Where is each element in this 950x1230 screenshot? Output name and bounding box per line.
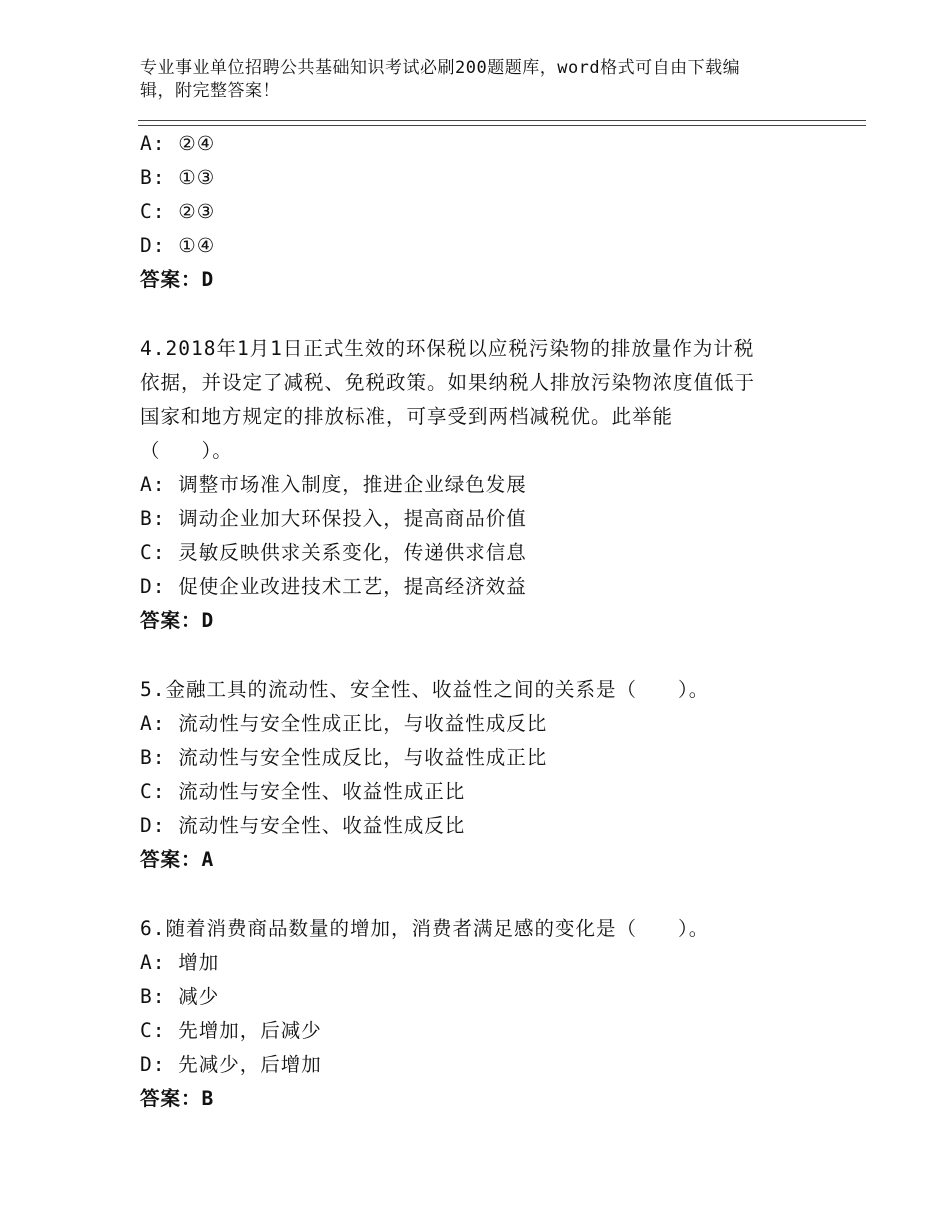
question-stem: 6.随着消费商品数量的增加，消费者满足感的变化是（ ）。: [140, 917, 710, 940]
option-a: A: 流动性与安全性成正比，与收益性成反比: [140, 712, 548, 735]
option-a: A: 调整市场准入制度，推进企业绿色发展: [140, 473, 527, 496]
document-header: [140, 57, 800, 103]
option-d: D: 流动性与安全性、收益性成反比: [140, 814, 466, 837]
answer-label: 答案：D: [140, 609, 215, 632]
option-b: B: 流动性与安全性成反比，与收益性成正比: [140, 746, 548, 769]
question-stem-line: （ ）。: [140, 439, 233, 462]
option-c: C: 灵敏反映供求关系变化，传递供求信息: [140, 541, 527, 564]
header-line-2: 辑，附完整答案！: [140, 81, 280, 101]
question-stem: 5.金融工具的流动性、安全性、收益性之间的关系是（ ）。: [140, 678, 710, 701]
option-d: D: ①④: [140, 234, 216, 257]
header-divider-bottom: [138, 125, 866, 126]
option-b: B: 调动企业加大环保投入，提高商品价值: [140, 507, 527, 530]
question-6: [140, 912, 840, 1116]
option-c: C: 流动性与安全性、收益性成正比: [140, 780, 466, 803]
option-a: A: ②④: [140, 132, 216, 155]
question-4: [140, 332, 840, 638]
answer-label: 答案：A: [140, 848, 215, 871]
question-stem-line: 4.2018年1月1日正式生效的环保税以应税污染物的排放量作为计税: [140, 337, 755, 360]
option-d: D: 促使企业改进技术工艺，提高经济效益: [140, 575, 527, 598]
header-divider-top: [138, 120, 866, 121]
question-stem-line: 国家和地方规定的排放标准，可享受到两档减税优。此举能: [140, 405, 674, 428]
answer-label: 答案：D: [140, 268, 215, 291]
option-a: A: 增加: [140, 951, 220, 974]
answer-label: 答案：B: [140, 1087, 215, 1110]
question-stem-line: 依据，并设定了减税、免税政策。如果纳税人排放污染物浓度值低于: [140, 371, 756, 394]
option-c: C: ②③: [140, 200, 216, 223]
option-d: D: 先减少，后增加: [140, 1053, 322, 1076]
header-line-1: 专业事业单位招聘公共基础知识考试必刷200题题库，word格式可自由下载编: [140, 58, 741, 78]
option-c: C: 先增加，后减少: [140, 1019, 322, 1042]
option-b: B: 减少: [140, 985, 220, 1008]
question-3: [140, 127, 840, 297]
option-b: B: ①③: [140, 166, 216, 189]
question-5: [140, 673, 840, 877]
question-list: [140, 127, 840, 1116]
